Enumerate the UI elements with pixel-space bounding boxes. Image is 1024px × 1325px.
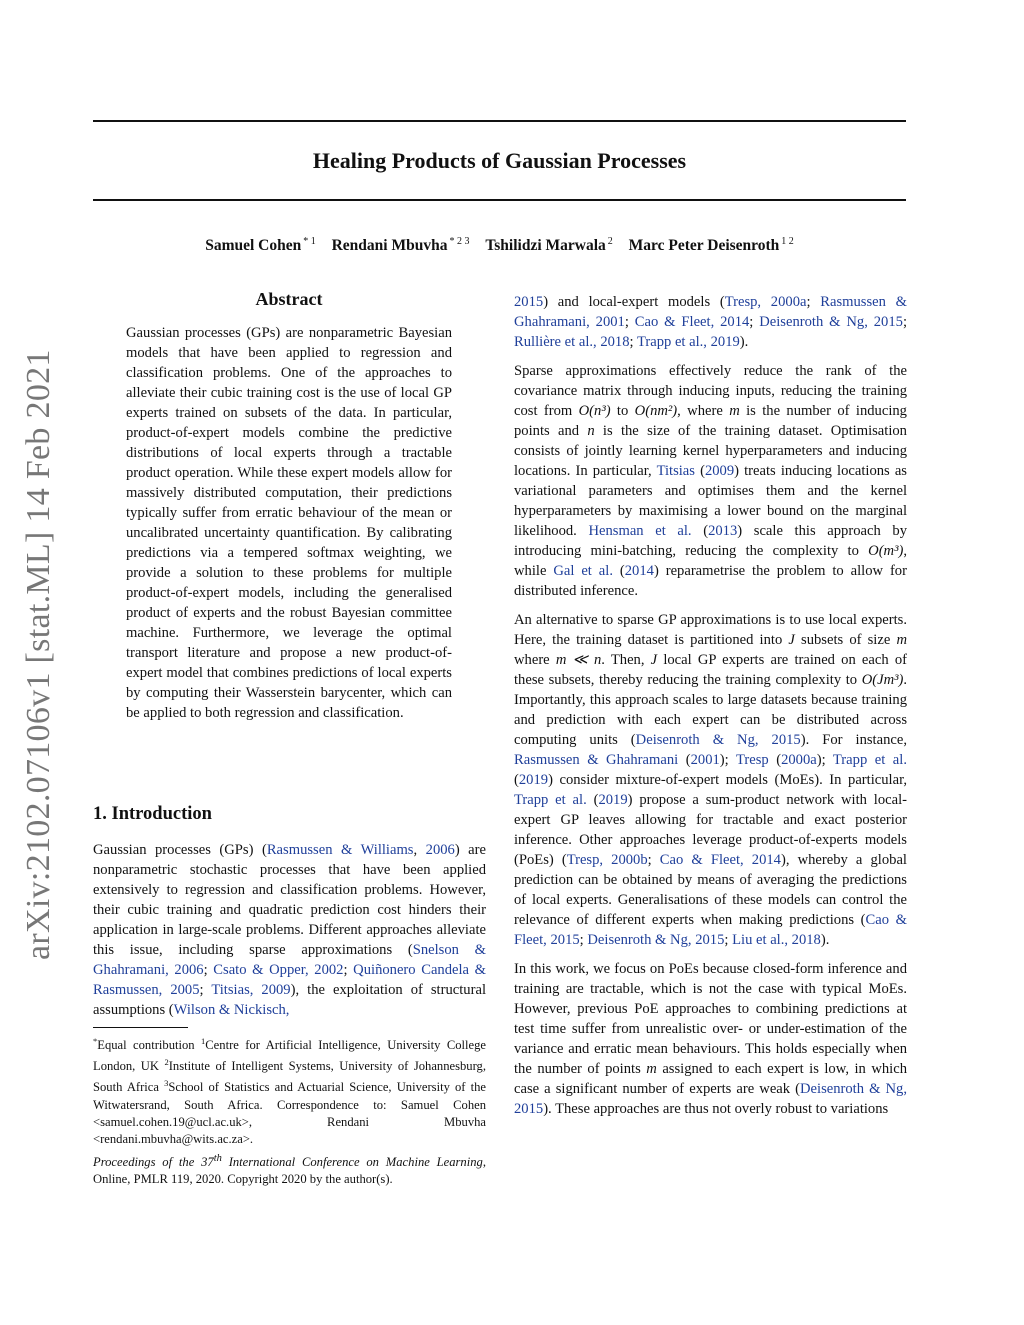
text: where bbox=[514, 652, 556, 668]
citation-link[interactable]: Rasmussen & Williams bbox=[266, 842, 414, 858]
title-bottom-rule bbox=[93, 199, 906, 201]
abstract-body: Gaussian processes (GPs) are nonparametric Bayesian models that have been applied to regression and classification problems. One of the approaches to alleviate their cubic training cost is the use of local GP experts trained on subsets of the data. In particular, product-of-expert models combine the predictive distributions of local experts through a tractable product operation. While these expert models allow for massively distributed computation, their predictions typically suffer from erratic behaviour of the mean or uncalibrated uncertainty quantification. By calibrating predictions via a tempered softmax weighting, we provide a solution to these problems for multiple product-of-expert models, including the generalised product of experts and the robust Bayesian committee machine. Furthermore, we leverage the optimal transport literature and propose a new product-of-expert model that combines predictions of local experts by computing their Wasserstein barycenter, which can be applied to both regression and classification. bbox=[126, 325, 452, 721]
footnote-mark: 1 bbox=[201, 1036, 206, 1046]
text: to bbox=[610, 403, 635, 419]
math: O(n³) bbox=[578, 403, 611, 419]
text: is the number of inducing points and bbox=[514, 403, 907, 439]
math: 37 bbox=[201, 1155, 214, 1170]
text: ) consider mixture-of-expert models (MoEs). In particular, bbox=[548, 772, 907, 788]
text: ) propose a sum-product network with local-expert GP leaves allowing for tractable and exact posterior inference. Other approaches leverage product-of-experts models (PoEs) ( bbox=[514, 792, 908, 868]
citation-link[interactable]: Hensman et al. bbox=[588, 523, 692, 539]
text: Proceedings of the bbox=[93, 1155, 202, 1170]
author-name: Samuel Cohen bbox=[205, 237, 302, 254]
text: ), whereby a global prediction can be obtained by means of averaging the predictions of local experts. Generalisations of these models can control the relevance of different experts when making predictions ( bbox=[514, 852, 907, 928]
citation-link[interactable]: 2009 bbox=[704, 463, 735, 479]
title-top-rule bbox=[93, 120, 906, 122]
math: J bbox=[788, 632, 795, 648]
text: ; bbox=[579, 932, 588, 948]
text: ; bbox=[902, 314, 907, 330]
citation-link[interactable]: Tresp bbox=[735, 752, 769, 768]
text: ; bbox=[199, 982, 212, 998]
citation-link[interactable]: 2015 bbox=[514, 294, 544, 310]
citation-link[interactable]: 2000a bbox=[781, 752, 817, 768]
citation-link[interactable]: Tresp, 2000a bbox=[724, 294, 807, 310]
text: ; bbox=[724, 932, 733, 948]
math: O(m³) bbox=[868, 543, 904, 559]
text: ) are nonparametric stochastic processes that have been applied extensively to regression and classification problems. However, their cubic training and quadratic prediction cost hinders their application in large-scale problems. Different approaches alleviate this issue, including sparse approximations ( bbox=[93, 842, 486, 958]
citation-link[interactable]: Deisenroth & Ng, 2015 bbox=[587, 932, 725, 948]
math: O(Jm³) bbox=[861, 672, 904, 688]
paragraph bbox=[514, 610, 907, 950]
footnote-mark: 2 bbox=[164, 1057, 169, 1068]
author bbox=[629, 237, 794, 254]
citation-link[interactable]: Titsias bbox=[656, 463, 695, 479]
text: ( bbox=[612, 563, 625, 579]
text: ; bbox=[647, 852, 660, 868]
citation-link[interactable]: Titsias, 2009 bbox=[211, 982, 291, 998]
citation-link[interactable]: Trapp et al., 2019 bbox=[636, 334, 740, 350]
citation-link[interactable]: Deisenroth & Ng, 2015 bbox=[635, 732, 801, 748]
author bbox=[205, 237, 316, 254]
author-list bbox=[93, 236, 906, 255]
text: Sparse approximations effectively reduce the rank of the covariance matrix through inducing inputs, reducing the training cost from bbox=[514, 363, 907, 419]
text: , bbox=[413, 842, 426, 858]
math: O(nm²) bbox=[634, 403, 678, 419]
text: ; bbox=[749, 314, 760, 330]
author-name: Marc Peter Deisenroth bbox=[628, 237, 780, 254]
math: J bbox=[650, 652, 658, 668]
author-name: Tshilidzi Marwala bbox=[485, 237, 606, 254]
paragraph bbox=[514, 292, 907, 352]
citation-link[interactable]: 2019 bbox=[518, 772, 549, 788]
author-affiliation-marks: 2 bbox=[607, 236, 613, 247]
citation-link[interactable]: Cao & Fleet, 2014 bbox=[634, 314, 750, 330]
text: ; bbox=[624, 314, 635, 330]
text: subsets of size bbox=[794, 632, 897, 648]
text: ); bbox=[816, 752, 833, 768]
citation-link[interactable]: Rasmussen & Ghahramani, 2001 bbox=[514, 294, 908, 330]
text: Equal contribution bbox=[97, 1038, 202, 1053]
arxiv-identifier: arXiv:2102.07106v1 [stat.ML] 14 Feb 2021 bbox=[20, 349, 57, 960]
text: ( bbox=[691, 523, 709, 539]
text: assigned to each expert is low, in which case a significant number of experts are weak ( bbox=[514, 1061, 907, 1097]
math: n bbox=[587, 423, 595, 439]
text: In this work, we focus on PoEs because closed-form inference and training are tractable, which is not the case with typical MoEs. However, previous PoE approaches to combining predictions at test time suffer from unrealistic over- or under-estimation of the variance and erratic mean behaviours. This holds especially when the number of points bbox=[514, 961, 907, 1077]
math: m bbox=[729, 403, 740, 419]
introduction-heading: 1. Introduction bbox=[93, 804, 212, 824]
author bbox=[485, 237, 612, 254]
text: ). bbox=[739, 334, 749, 350]
right-column bbox=[514, 292, 907, 1128]
paper-title: Healing Products of Gaussian Processes bbox=[312, 148, 687, 173]
math: m ≪ n bbox=[555, 652, 602, 668]
text: local GP experts are trained on each of these subsets, thereby reducing the training complexity to bbox=[514, 652, 907, 688]
citation-link[interactable]: Cao & Fleet, 2014 bbox=[659, 852, 781, 868]
text: School of Statistics and Actuarial Science, University of the Witwatersrand, South Africa. Correspondence to: Samuel Cohen <samuel.cohen.19@ucl.ac.uk>, Rendani Mbuvha <rendani.mbuvha@wits.ac.za>. bbox=[93, 1080, 486, 1146]
citation-link[interactable]: Wilson & Nickisch, bbox=[173, 1002, 290, 1018]
text: , Online, PMLR 119, 2020. Copyright 2020 by the author(s). bbox=[93, 1155, 486, 1187]
footnote-mark: * bbox=[93, 1036, 98, 1046]
citation-link[interactable]: Trapp et al. bbox=[514, 792, 587, 808]
math: m bbox=[646, 1061, 657, 1077]
citation-link[interactable]: 2014 bbox=[624, 563, 654, 579]
text: ) scale this approach by introducing mini-batching, reducing the complexity to bbox=[514, 523, 907, 559]
text: International Conference on Machine Learning bbox=[221, 1155, 483, 1170]
text: Gaussian processes (GPs) ( bbox=[93, 842, 267, 858]
author-affiliation-marks: * 1 bbox=[303, 236, 316, 247]
text: ( bbox=[514, 772, 519, 788]
text: ). These approaches are thus not overly robust to variations bbox=[543, 1101, 889, 1117]
introduction-paragraph bbox=[93, 840, 486, 1020]
citation-link[interactable]: Rullière et al., 2018 bbox=[514, 334, 630, 350]
citation-link[interactable]: 2019 bbox=[598, 792, 628, 808]
math: th bbox=[213, 1153, 222, 1164]
citation-link[interactable]: 2006 bbox=[425, 842, 455, 858]
text: ) reparametrise the problem to allow for distributed inference. bbox=[514, 563, 907, 599]
text: ; bbox=[629, 334, 637, 350]
citation-link[interactable]: 2013 bbox=[708, 523, 738, 539]
text: Institute of Intelligent Systems, University of Johannesburg, South Africa bbox=[93, 1059, 486, 1095]
abstract-heading: Abstract bbox=[255, 289, 323, 309]
author-name: Rendani Mbuvha bbox=[331, 237, 448, 254]
text: ; bbox=[806, 294, 821, 310]
footnote-rule bbox=[93, 1027, 188, 1028]
text: ; bbox=[203, 962, 214, 978]
text: ( bbox=[586, 792, 599, 808]
math: m bbox=[896, 632, 907, 648]
text: ; bbox=[343, 962, 354, 978]
text: ( bbox=[678, 752, 691, 768]
citation-link[interactable]: Csato & Opper, 2002 bbox=[213, 962, 344, 978]
citation-link[interactable]: Cao & Fleet, 2015 bbox=[514, 912, 908, 948]
citation-link[interactable]: Deisenroth & Ng, 2015 bbox=[759, 314, 903, 330]
text: ( bbox=[694, 463, 705, 479]
citation-link[interactable]: Tresp, 2000b bbox=[566, 852, 648, 868]
footnote-mark: 3 bbox=[164, 1078, 169, 1089]
text: is the size of the training dataset. Optimisation consists of jointly learning kernel hyperparameters and inducing locations. In particular, bbox=[514, 423, 907, 479]
author bbox=[332, 237, 470, 254]
text: ) and local-expert models ( bbox=[543, 294, 725, 310]
text: Centre for Artificial Intelligence, University College London, UK bbox=[93, 1038, 487, 1074]
text: , where bbox=[677, 403, 730, 419]
affiliations-footnote bbox=[93, 1033, 486, 1148]
text: ( bbox=[768, 752, 782, 768]
citation-link[interactable]: Quiñonero Candela & Rasmussen, 2005 bbox=[93, 962, 487, 998]
text: ). bbox=[820, 932, 830, 948]
text: , while bbox=[514, 543, 907, 579]
proceedings-note bbox=[93, 1150, 486, 1188]
author-affiliation-marks: 1 2 bbox=[781, 236, 794, 247]
paragraph bbox=[514, 959, 907, 1119]
citation-link[interactable]: Deisenroth & Ng, 2015 bbox=[514, 1081, 907, 1117]
citation-link[interactable]: Trapp et al. bbox=[832, 752, 907, 768]
text: An alternative to sparse GP approximations is to use local experts. Here, the training dataset is partitioned into bbox=[514, 612, 907, 648]
text: ); bbox=[719, 752, 736, 768]
citation-link[interactable]: Snelson & Ghahramani, 2006 bbox=[93, 942, 486, 978]
text: ), the exploitation of structural assumptions ( bbox=[93, 982, 486, 1018]
text: ). For instance, bbox=[800, 732, 907, 748]
text: ) treats inducing locations as variational parameters and optimises them and the kernel hyperparameters by maximising a lower bound on the marginal likelihood. bbox=[514, 463, 907, 539]
citation-link[interactable]: Gal et al. bbox=[553, 563, 613, 579]
text: . Then, bbox=[601, 652, 651, 668]
text: . Importantly, this approach scales to large datasets because training and prediction with each expert can be distributed across computing units ( bbox=[514, 672, 907, 748]
paragraph bbox=[514, 361, 907, 601]
author-affiliation-marks: * 2 3 bbox=[449, 236, 470, 247]
citation-link[interactable]: Liu et al., 2018 bbox=[732, 932, 821, 948]
citation-link[interactable]: Rasmussen & Ghahramani bbox=[514, 752, 679, 768]
citation-link[interactable]: 2001 bbox=[690, 752, 720, 768]
